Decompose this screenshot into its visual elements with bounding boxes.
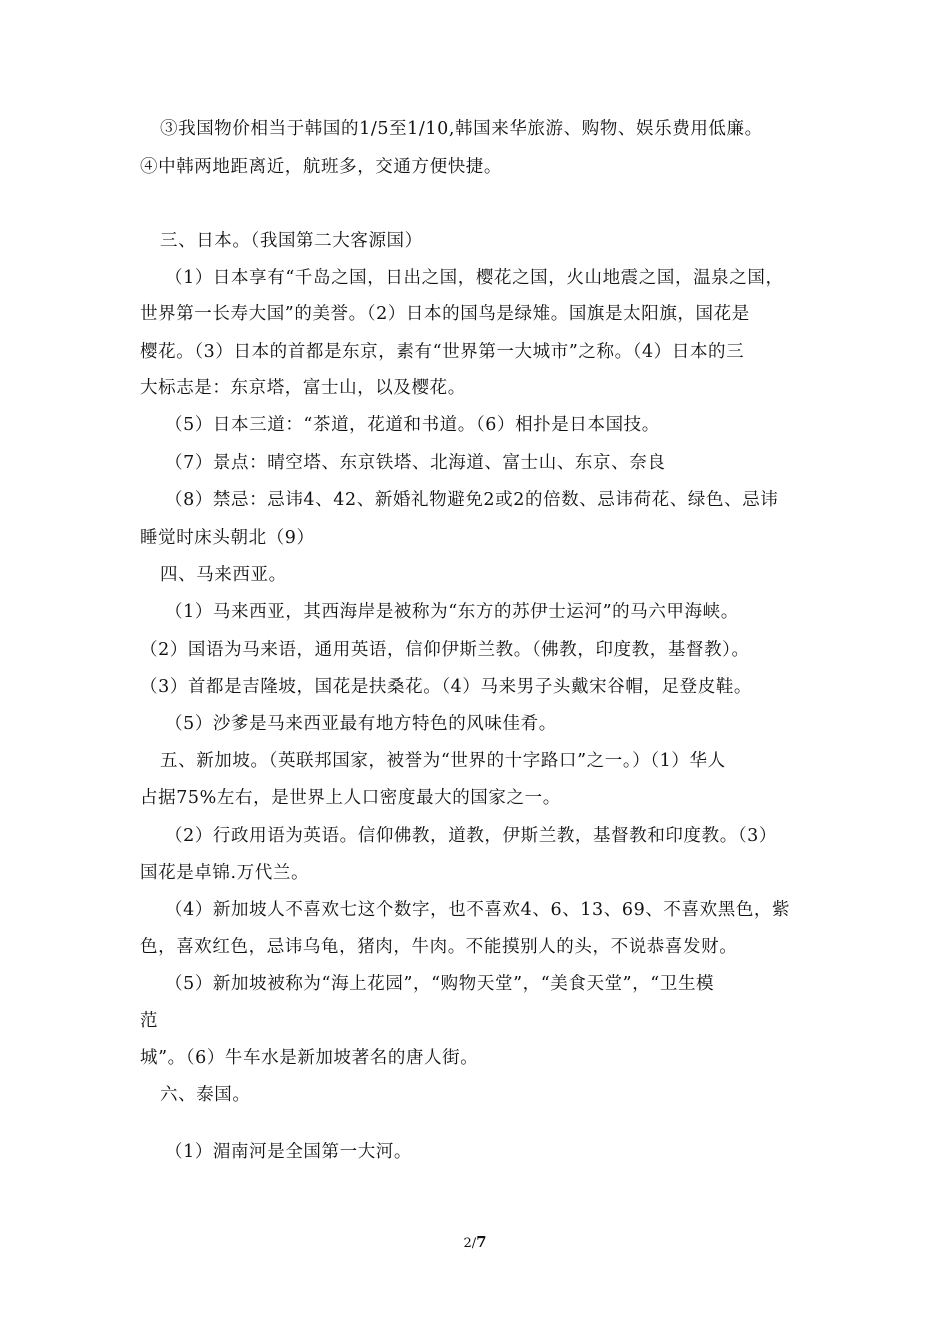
text-line: （2）国语为马来语，通用英语，信仰伊斯兰教。（佛教，印度教，基督教）。 <box>140 640 750 660</box>
text-line: （5）日本三道：“茶道，花道和书道。（6）相扑是日本国技。 <box>165 415 660 435</box>
text-line: （2）行政用语为英语。信仰佛教，道教，伊斯兰教，基督教和印度教。（3） <box>165 826 778 846</box>
text-line: 睡觉时床头朝北（9） <box>140 528 315 548</box>
text-line: （5）新加坡被称为“海上花园”，“购物天堂”，“美食天堂”，“卫生模 <box>165 974 715 994</box>
text-line: 世界第一长寿大国”的美誉。（2）日本的国鸟是绿雉。国旗是太阳旗，国花是 <box>140 304 750 324</box>
section-heading-thailand: 六、泰国。 <box>160 1085 251 1105</box>
text-line: 色，喜欢红色，忌讳乌龟，猪肉，牛肉。不能摸别人的头，不说恭喜发财。 <box>140 937 738 957</box>
section-heading-singapore: 五、新加坡。（英联邦国家，被誉为“世界的十字路口”之一。）（1）华人 <box>160 751 726 771</box>
text-line: ③我国物价相当于韩国的1/5至1/10,韩国来华旅游、购物、娱乐费用低廉。 <box>160 119 763 139</box>
text-line: （5）沙爹是马来西亚最有地方特色的风味佳肴。 <box>165 714 557 734</box>
page-number-total: 7 <box>476 1233 487 1251</box>
text-line: 城”。（6）牛车水是新加坡著名的唐人街。 <box>140 1048 479 1068</box>
text-line: （7）景点：晴空塔、东京铁塔、北海道、富士山、东京、奈良 <box>165 453 666 473</box>
text-line: （8）禁忌：忌讳4、42、新婚礼物避免2或2的倍数、忌讳荷花、绿色、忌讳 <box>165 490 779 510</box>
text-line: （4）新加坡人不喜欢七这个数字，也不喜欢4、6、13、69、不喜欢黑色，紫 <box>165 900 791 920</box>
text-line: 占据75%左右，是世界上人口密度最大的国家之一。 <box>140 788 561 808</box>
text-line: ④中韩两地距离近，航班多，交通方便快捷。 <box>140 157 502 177</box>
text-line: 国花是卓锦.万代兰。 <box>140 863 310 883</box>
section-heading-japan: 三、日本。（我国第二大客源国） <box>160 231 423 251</box>
text-line: 大标志是：东京塔，富士山，以及樱花。 <box>140 378 466 398</box>
page-number-current: 2/ <box>463 1236 477 1251</box>
text-line: （3）首都是吉隆坡，国花是扶桑花。（4）马来男子头戴宋谷帽，足登皮鞋。 <box>140 677 753 697</box>
text-line: 范 <box>140 1011 159 1031</box>
text-line: （1）日本享有“千岛之国，日出之国，樱花之国，火山地震之国，温泉之国， <box>165 268 784 288</box>
text-line: 樱花。（3）日本的首都是东京，素有“世界第一大城市”之称。（4）日本的三 <box>140 342 745 362</box>
text-line: （1）马来西亚，其西海岸是被称为“东方的苏伊士运河”的马六甲海峡。 <box>165 602 739 622</box>
text-line: （1）湄南河是全国第一大河。 <box>165 1142 413 1162</box>
page-number <box>0 1233 950 1253</box>
section-heading-malaysia: 四、马来西亚。 <box>160 565 287 585</box>
